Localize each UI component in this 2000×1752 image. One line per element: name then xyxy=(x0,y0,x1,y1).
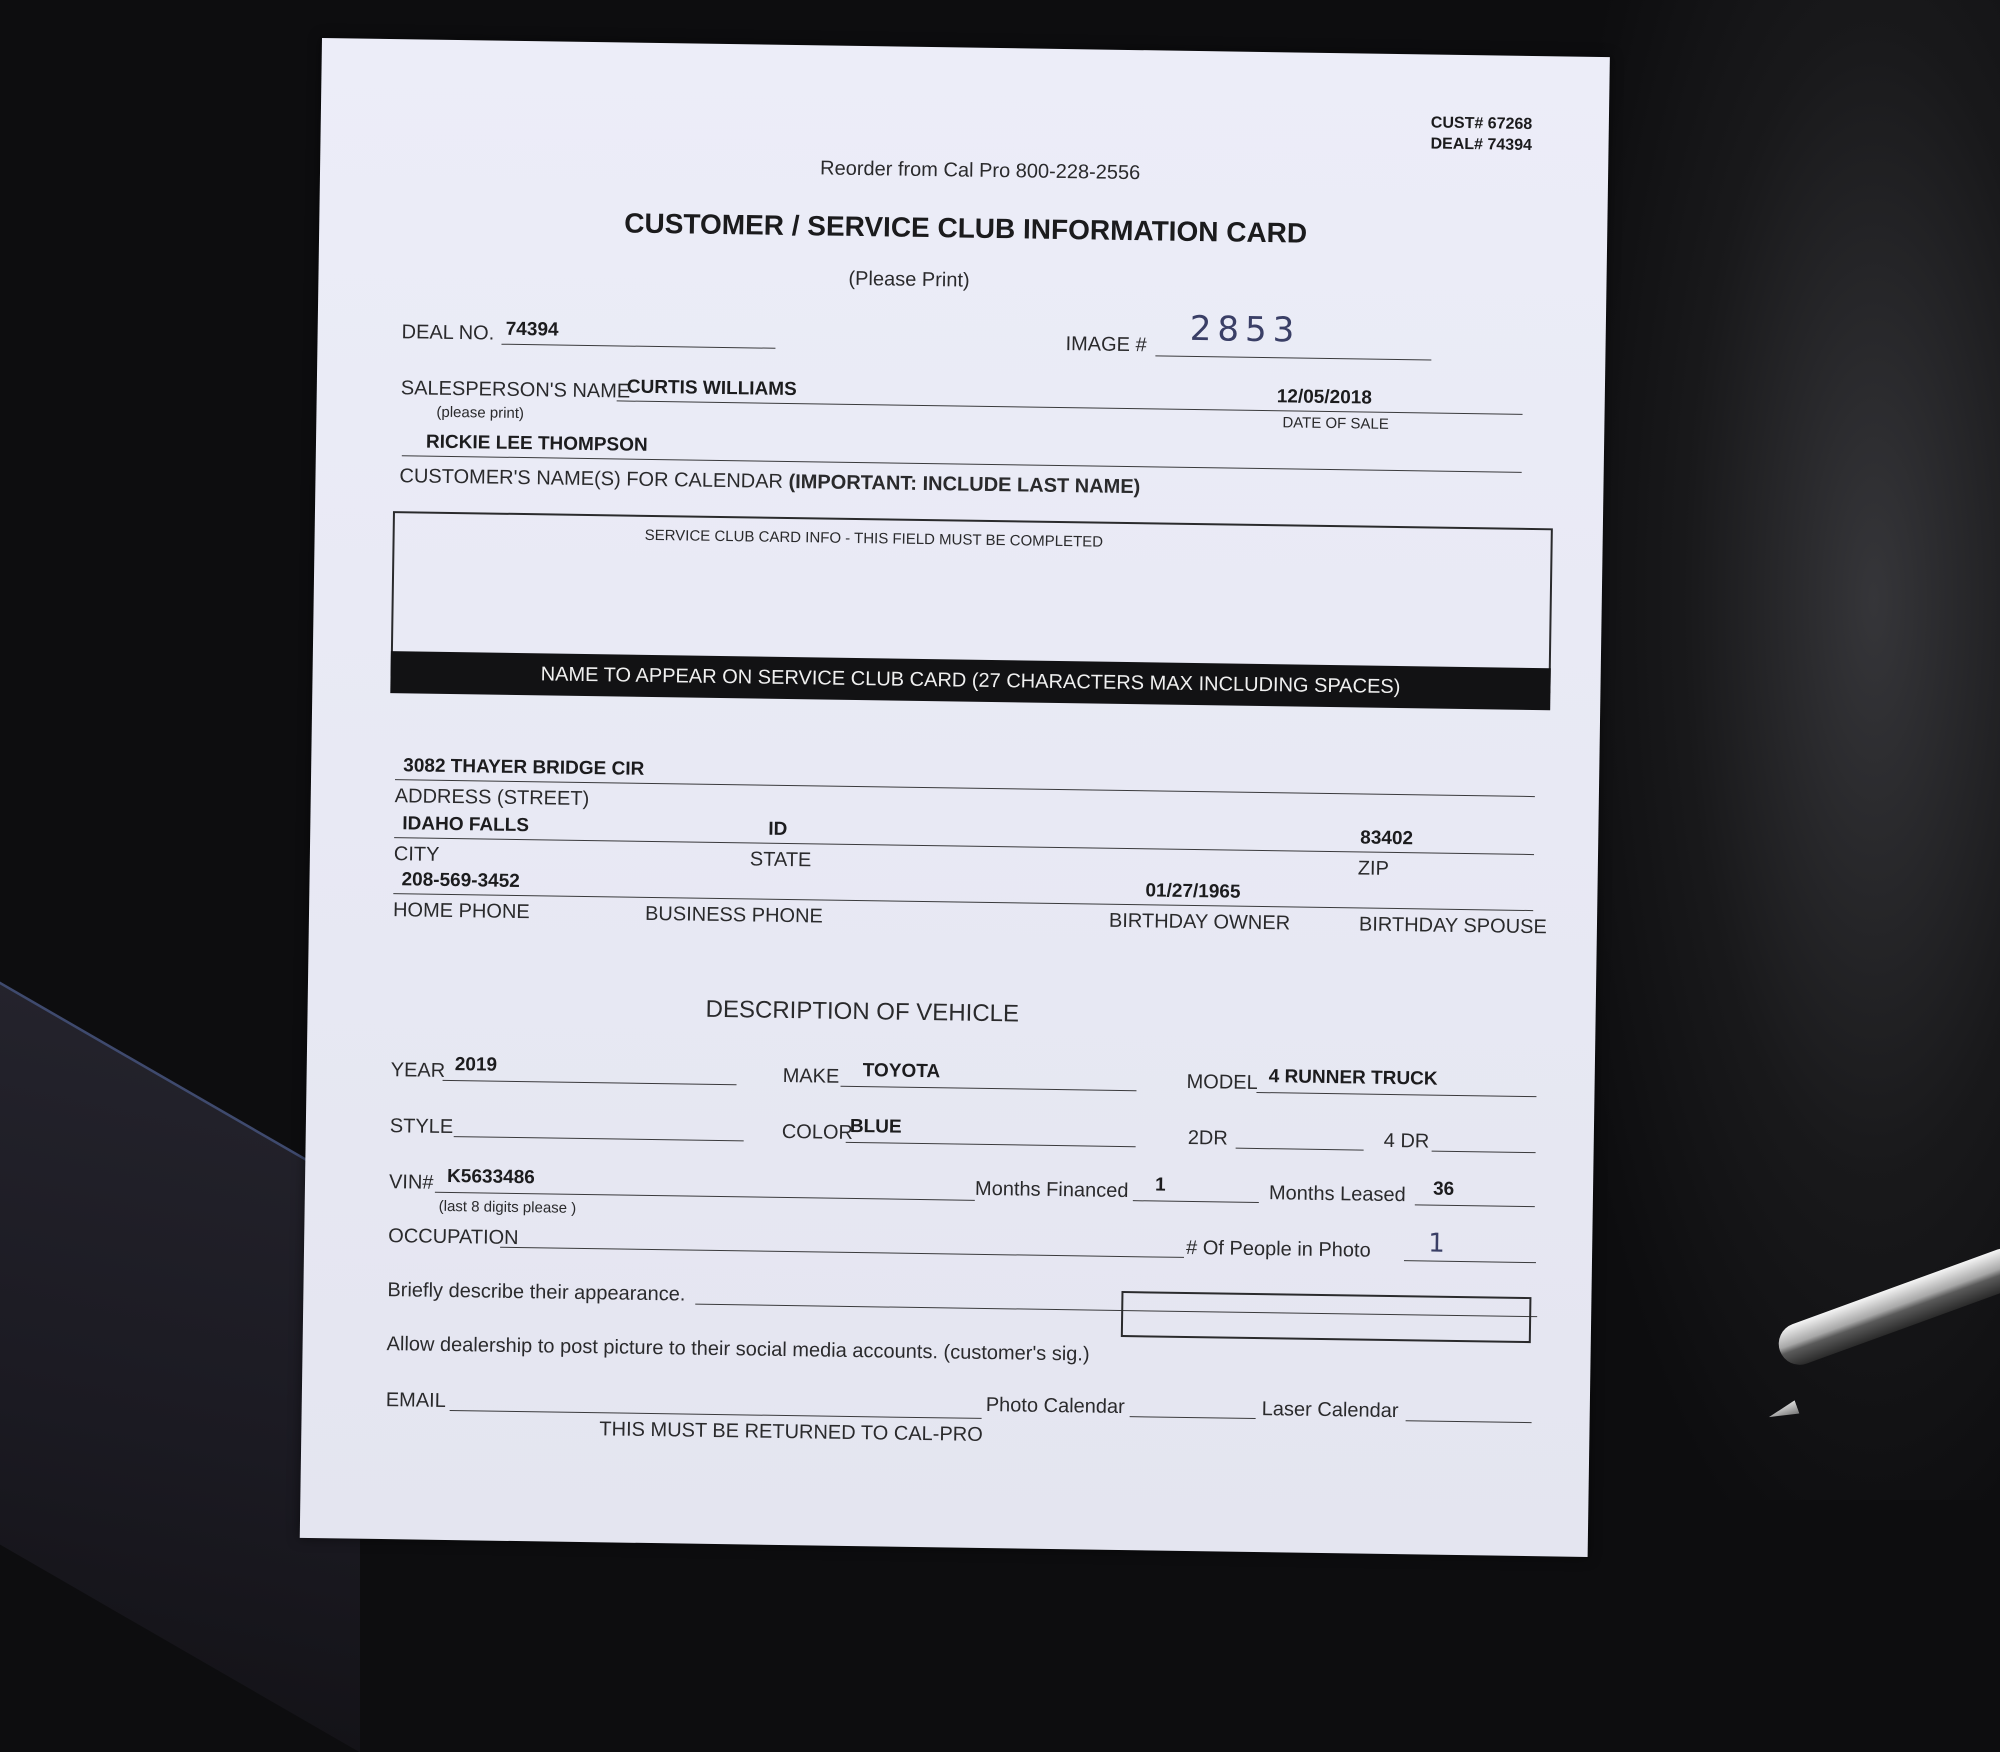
color-line xyxy=(846,1142,1136,1147)
phone-birthday-line xyxy=(393,893,1533,911)
months-financed-label: Months Financed xyxy=(974,1177,1129,1203)
date-of-sale-value[interactable]: 12/05/2018 xyxy=(1276,386,1373,409)
state-label: STATE xyxy=(749,848,812,872)
vin-label: VIN# xyxy=(388,1171,434,1194)
make-line xyxy=(840,1086,1136,1091)
image-no-handwritten[interactable]: 2853 xyxy=(1189,308,1301,351)
color-value[interactable]: BLUE xyxy=(849,1115,902,1138)
street-label: ADDRESS (STREET) xyxy=(394,785,590,811)
appearance-label: Briefly describe their appearance. xyxy=(387,1279,686,1306)
state-value[interactable]: ID xyxy=(768,818,788,840)
model-value[interactable]: 4 RUNNER TRUCK xyxy=(1268,1066,1438,1090)
customer-signature-box[interactable] xyxy=(1121,1291,1532,1343)
service-club-name-bar: NAME TO APPEAR ON SERVICE CLUB CARD (27 CHARACTERS MAX INCLUDING SPACES) xyxy=(390,651,1550,710)
2dr-label: 2DR xyxy=(1187,1126,1228,1150)
deal-no-label: DEAL NO. xyxy=(401,321,495,345)
people-in-photo-label: # Of People in Photo xyxy=(1185,1236,1371,1262)
laser-calendar-line xyxy=(1406,1420,1532,1423)
2dr-line xyxy=(1236,1148,1364,1151)
style-label: STYLE xyxy=(389,1115,454,1139)
reorder-note: Reorder from Cal Pro 800-228-2556 xyxy=(819,157,1141,185)
occupation-label: OCCUPATION xyxy=(388,1225,519,1250)
year-line xyxy=(443,1080,737,1085)
make-label: MAKE xyxy=(782,1064,840,1088)
birthday-spouse-label: BIRTHDAY SPOUSE xyxy=(1358,913,1547,939)
return-note: THIS MUST BE RETURNED TO CAL-PRO xyxy=(599,1418,983,1446)
cust-number xyxy=(1430,112,1532,155)
months-leased-label: Months Leased xyxy=(1268,1182,1406,1207)
service-club-top-label: SERVICE CLUB CARD INFO - THIS FIELD MUST BE COMPLETED xyxy=(644,526,1104,551)
salesperson-sub: (please print) xyxy=(436,403,525,423)
4dr-line xyxy=(1432,1151,1536,1154)
city-label: CITY xyxy=(393,843,440,866)
city-value[interactable]: IDAHO FALLS xyxy=(402,813,530,837)
make-value[interactable]: TOYOTA xyxy=(862,1060,941,1083)
people-in-photo-line xyxy=(1404,1260,1536,1263)
style-line xyxy=(454,1136,744,1141)
deal-no-line xyxy=(501,344,775,349)
months-financed-line xyxy=(1133,1200,1259,1203)
image-no-line xyxy=(1155,355,1431,360)
people-in-photo-value[interactable]: 1 xyxy=(1428,1228,1452,1259)
months-leased-line xyxy=(1415,1204,1535,1207)
photo-calendar-line xyxy=(1130,1416,1256,1419)
home-phone-value[interactable]: 208-569-3452 xyxy=(401,869,520,893)
4dr-label: 4 DR xyxy=(1383,1129,1430,1153)
image-no-label: IMAGE # xyxy=(1065,333,1147,357)
deal-number-corner-text: DEAL# 74394 xyxy=(1430,135,1533,154)
form-title: CUSTOMER / SERVICE CLUB INFORMATION CARD xyxy=(624,207,1308,249)
laser-calendar-label: Laser Calendar xyxy=(1261,1398,1399,1423)
zip-label: ZIP xyxy=(1357,857,1390,880)
salesperson-value[interactable]: CURTIS WILLIAMS xyxy=(626,376,797,401)
deal-no-value[interactable]: 74394 xyxy=(505,318,559,341)
customer-name-important: (IMPORTANT: INCLUDE LAST NAME) xyxy=(788,470,1141,499)
year-value[interactable]: 2019 xyxy=(454,1054,498,1076)
home-phone-label: HOME PHONE xyxy=(392,899,530,924)
year-label: YEAR xyxy=(390,1059,446,1082)
date-of-sale-label: DATE OF SALE xyxy=(1282,414,1389,433)
please-print-note: (Please Print) xyxy=(848,267,970,292)
model-line xyxy=(1256,1092,1536,1097)
birthday-owner-label: BIRTHDAY OWNER xyxy=(1108,909,1291,935)
salesperson-label: SALESPERSON'S NAME xyxy=(400,377,631,403)
cust-number-text: CUST# 67268 xyxy=(1430,114,1533,133)
vehicle-heading: DESCRIPTION OF VEHICLE xyxy=(705,995,1020,1028)
social-media-label: Allow dealership to post picture to their social media accounts. (customer's sig.) xyxy=(386,1333,1090,1366)
vin-value[interactable]: K5633486 xyxy=(446,1165,535,1189)
birthday-owner-value[interactable]: 01/27/1965 xyxy=(1145,880,1241,903)
street-value[interactable]: 3082 THAYER BRIDGE CIR xyxy=(403,755,645,780)
photo-calendar-label: Photo Calendar xyxy=(985,1393,1125,1419)
business-phone-label: BUSINESS PHONE xyxy=(644,902,824,928)
information-card-paper xyxy=(300,38,1610,1557)
customer-name-value[interactable]: RICKIE LEE THOMPSON xyxy=(425,431,648,456)
vin-sub: (last 8 digits please ) xyxy=(438,1197,577,1217)
color-label: COLOR xyxy=(781,1120,854,1144)
zip-value[interactable]: 83402 xyxy=(1360,827,1414,850)
email-label: EMAIL xyxy=(385,1389,446,1412)
months-leased-value[interactable]: 36 xyxy=(1432,1178,1455,1200)
months-financed-value[interactable]: 1 xyxy=(1154,1174,1166,1196)
model-label: MODEL xyxy=(1186,1070,1258,1094)
salesperson-line xyxy=(617,400,1523,414)
customer-name-label xyxy=(399,465,1140,499)
email-line xyxy=(450,1410,982,1419)
customer-name-label-text: CUSTOMER'S NAME(S) FOR CALENDAR xyxy=(399,465,784,493)
occupation-line xyxy=(500,1247,1184,1258)
